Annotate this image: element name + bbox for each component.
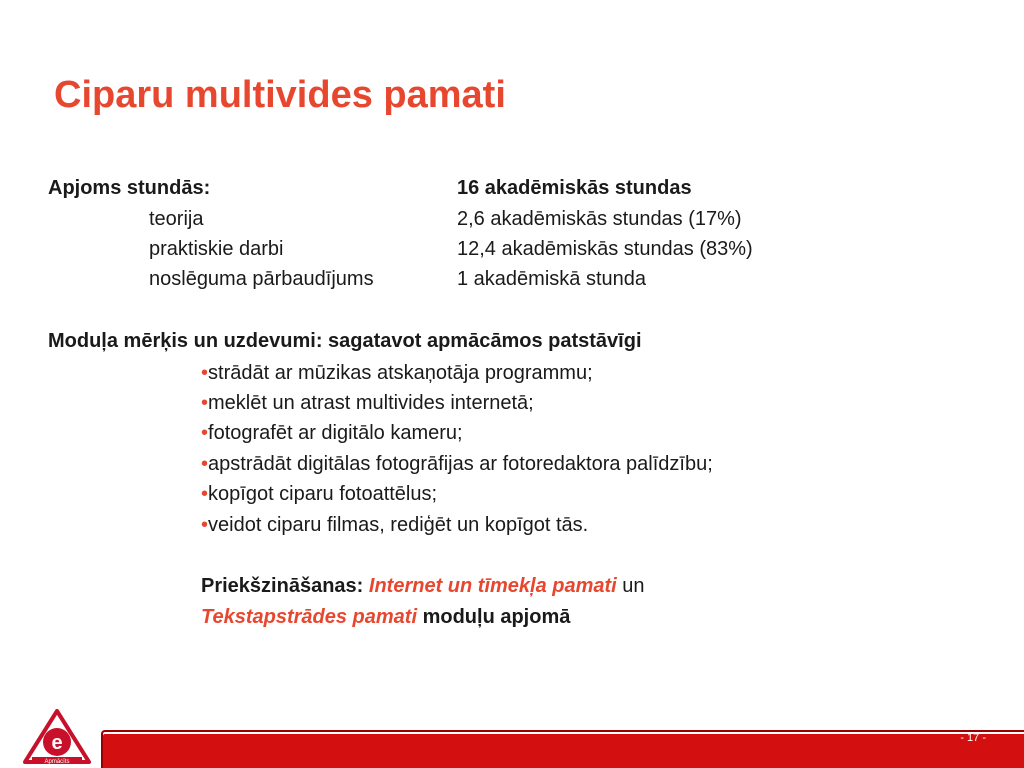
list-item: •kopīgot ciparu fotoattēlus; — [201, 483, 438, 505]
prereq-suffix: moduļu apjomā — [422, 606, 571, 628]
bullet: • — [201, 362, 209, 384]
bullet: • — [201, 483, 209, 505]
prereq-line-2 — [201, 605, 570, 629]
volume-row-name: noslēguma pārbaudījums — [149, 268, 374, 290]
prereq-joiner: un — [622, 575, 645, 597]
list-item: •veidot ciparu filmas, rediģēt un kopīgot tās. — [201, 514, 589, 536]
list-item: •fotografēt ar digitālo kameru; — [201, 422, 463, 444]
prereq-module-2: Tekstapstrādes pamati — [201, 606, 418, 628]
page-number: - 17 - — [960, 732, 986, 744]
volume-row-value: 2,6 akadēmiskās stundas (17%) — [457, 208, 742, 230]
prereq-line-1 — [201, 574, 645, 598]
apmacits-logo-icon — [22, 708, 92, 768]
volume-label: Apjoms stundās: — [48, 177, 211, 199]
volume-total: 16 akadēmiskās stundas — [457, 177, 692, 199]
volume-row-value: 1 akadēmiskā stunda — [457, 268, 647, 290]
list-item: •meklēt un atrast multivides internetā; — [201, 392, 534, 414]
volume-row-name: praktiskie darbi — [149, 238, 284, 260]
logo-text: Apmācīts — [44, 759, 70, 765]
prereq-module-1: Internet un tīmekļa pamati — [368, 575, 617, 597]
bullet: • — [201, 392, 209, 414]
page-title: Ciparu multivides pamati — [54, 74, 506, 116]
bullet: • — [201, 453, 209, 475]
volume-row-value: 12,4 akadēmiskās stundas (83%) — [457, 238, 753, 260]
volume-row-name: teorija — [149, 208, 204, 230]
footer-bar — [101, 730, 1024, 768]
bullet: • — [201, 514, 209, 536]
bullet: • — [201, 422, 209, 444]
list-item: •apstrādāt digitālas fotogrāfijas ar fotoredaktora palīdzību; — [201, 453, 713, 475]
prereq-label: Priekšzināšanas: — [201, 575, 364, 597]
logo-letter: e — [51, 732, 63, 754]
goals-heading: Moduļa mērķis un uzdevumi: sagatavot apmācāmos patstāvīgi — [48, 330, 642, 352]
list-item: •strādāt ar mūzikas atskaņotāja programmu; — [201, 362, 593, 384]
